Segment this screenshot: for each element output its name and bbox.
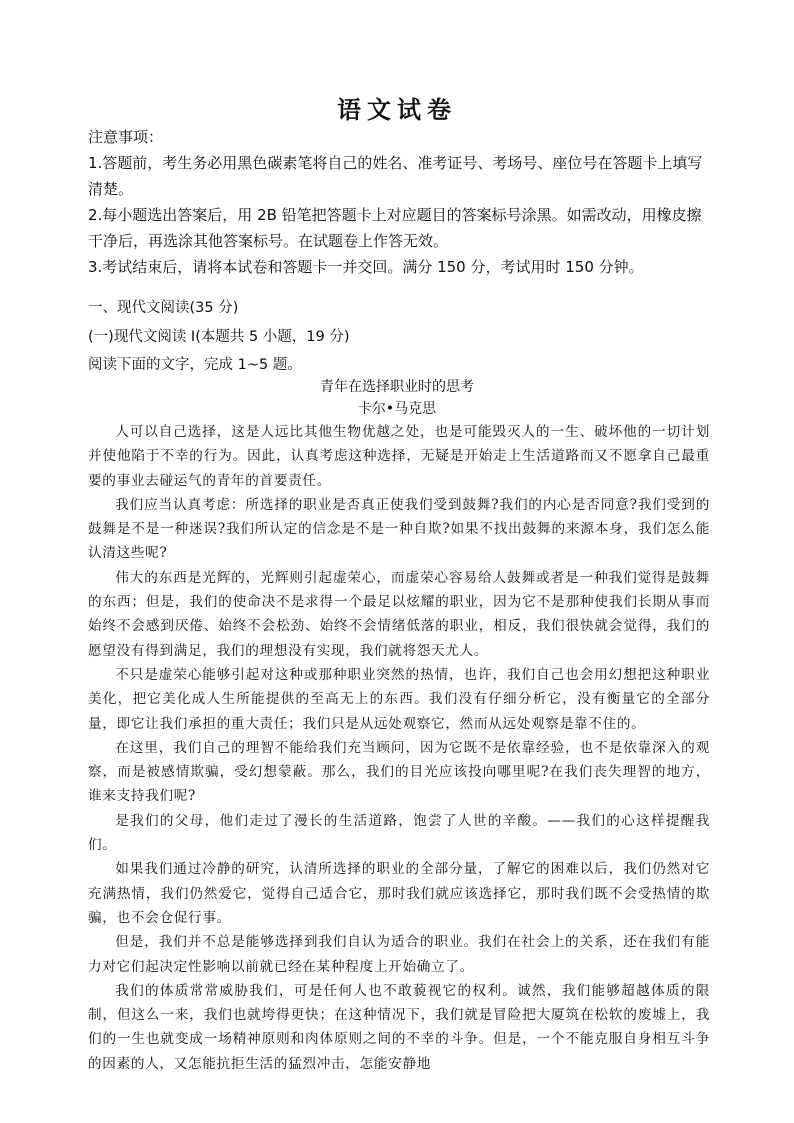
article-paragraph: 伟大的东西是光辉的，光辉则引起虚荣心，而虚荣心容易给人鼓舞或者是一种我们觉得是鼓舞的东西；但是，我们的使命决不是求得一个最足以炫耀的职业，因为它不是那种使我们长期从事而始终不会感到厌倦、始终不会松劲、始终不会情绪低落的职业，相反，我们很快就会觉得，我们的愿望没有得到满足，我们的理想没有实现，我们就将怨天尤人。: [88, 569, 710, 659]
note-item: 2.每小题选出答案后，用 2B 铅笔把答题卡上对应题目的答案标号涂黑。如需改动，用橡皮擦干净后，再选涂其他答案标号。在试题卷上作答无效。: [88, 206, 702, 250]
article-paragraph: 在这里，我们自己的理智不能给我们充当顾问，因为它既不是依靠经验，也不是依靠深入的观察，而是被感情欺骗，受幻想蒙蔽。那么，我们的目光应该投向哪里呢?在我们丧失理智的地方，谁来支持我们呢?: [88, 739, 710, 805]
article-author: 卡尔•马克思: [357, 401, 437, 417]
subsection-heading: (一)现代文阅读 I(本题共 5 小题，19 分): [88, 329, 350, 345]
article-paragraph: 我们应当认真考虑：所选择的职业是否真正使我们受到鼓舞?我们的内心是否同意?我们受到的鼓舞是不是一种迷误?我们所认定的信念是不是一种自欺?如果不找出鼓舞的来源本身，我们怎么能认清这些呢?: [88, 496, 710, 562]
note-item: 3.考试结束后，请将本试卷和答题卡一并交回。满分 150 分，考试用时 150 分钟。: [88, 258, 644, 276]
section-heading: 一、现代文阅读(35 分): [88, 300, 239, 316]
note-item: 1.答题前，考生务必用黑色碳素笔将自己的姓名、准考证号、考场号、座位号在答题卡上填写清楚。: [88, 154, 703, 198]
exam-notes: [88, 124, 710, 280]
reading-instruction: 阅读下面的文字，完成 1~5 题。: [88, 357, 302, 373]
article-paragraph: 不只是虚荣心能够引起对这种或那种职业突然的热情，也许，我们自己也会用幻想把这种职业美化，把它美化成人生所能提供的至高无上的东西。我们没有仔细分析它，没有衡量它的全部分量，即它让我们承担的重大责任；我们只是从远处观察它，然而从远处观察是靠不住的。: [88, 666, 710, 732]
article-paragraph: 我们的体质常常威胁我们，可是任何人也不敢藐视它的权利。诚然，我们能够超越体质的限制，但这么一来，我们也就垮得更快；在这种情况下，我们就是冒险把大厦筑在松软的废墟上，我们的一生也就变成一场精神原则和肉体原则之间的不幸的斗争。但是，一个不能克服自身相互斗争的因素的人，又怎能抗拒生活的猛烈冲击，怎能安静地: [88, 982, 710, 1072]
page-title: 语文试卷: [337, 96, 457, 124]
article-paragraph: 是我们的父母，他们走过了漫长的生活道路，饱尝了人世的辛酸。——我们的心这样提醒我们。: [88, 812, 710, 854]
article-paragraph: 如果我们通过冷静的研究，认清所选择的职业的全部分量，了解它的困难以后，我们仍然对它充满热情，我们仍然爱它，觉得自己适合它，那时我们就应该选择它，那时我们既不会受热情的欺骗，也不会仓促行事。: [88, 861, 710, 926]
article-title: 青年在选择职业时的思考: [320, 379, 474, 395]
article-paragraph: 人可以自己选择，这是人远比其他生物优越之处，也是可能毁灭人的一生、破坏他的一切计划并使他陷于不幸的行为。因此，认真考虑这种选择，无疑是开始走上生活道路而又不愿拿自己最重要的事业去碰运气的青年的首要责任。: [88, 424, 710, 489]
article-body: [88, 420, 710, 1076]
notes-heading: 注意事项：: [88, 128, 164, 146]
article-paragraph: 但是，我们并不总是能够选择到我们自认为适合的职业。我们在社会上的关系，还在我们有能力对它们起决定性影响以前就已经在某种程度上开始确立了。: [88, 934, 710, 975]
